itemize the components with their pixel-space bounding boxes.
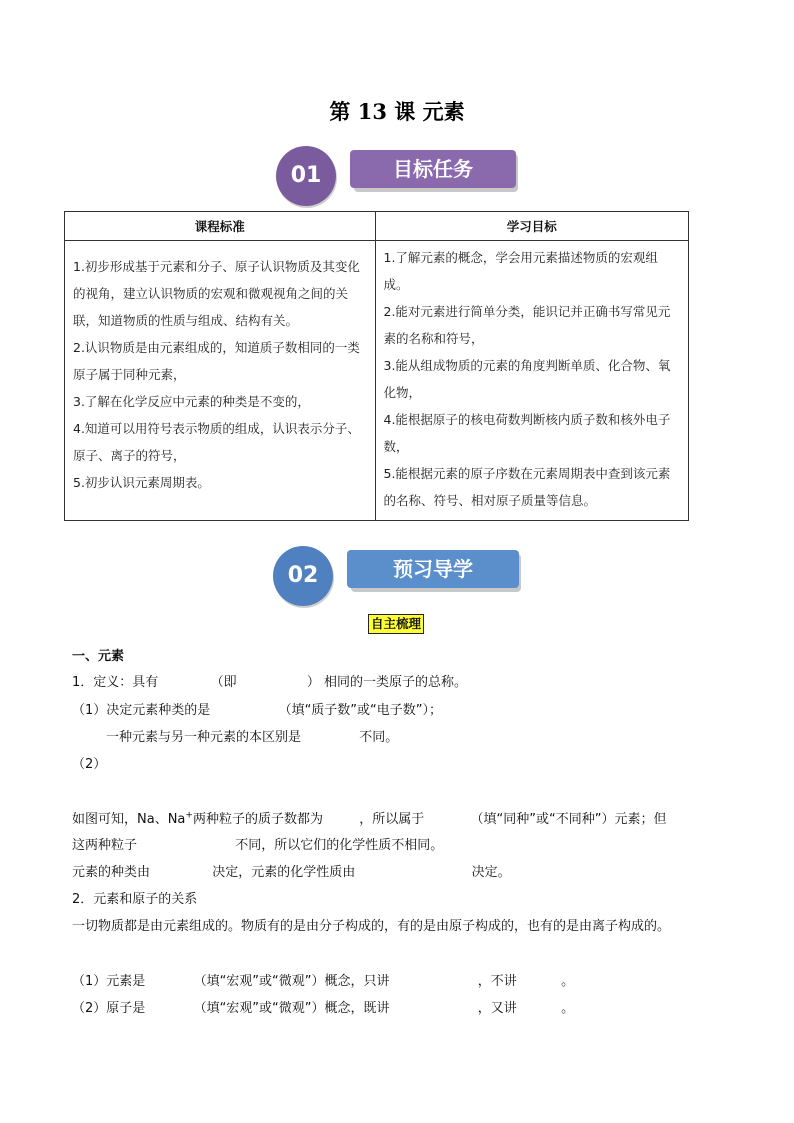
text: （填“宏观”或“微观”）概念，既讲 [193,1001,390,1016]
text: 不同。 [359,730,399,745]
text: 一种元素与另一种元素的本区别是 [106,730,302,745]
column-header-standards: 课程标准 [65,212,376,241]
standards-cell [65,241,376,521]
text: （填“宏观”或“微观”）概念，只讲 [193,974,390,989]
text: ，所以属于 [359,812,425,827]
objective-item: 5.能根据元素的原子序数在元素周期表中查到该元素的名称、符号、相对原子质量等信息。 [383,466,671,508]
composition-line: 一切物质都是由元素组成的。物质有的是由分子构成的，有的是由原子构成的，也有的是由离子构成的。 [72,919,671,934]
section-label: 预习导学 [347,550,519,588]
heading-relation: 2．元素和原子的关系 [72,892,198,907]
heading-element: 一、元素 [72,649,125,664]
objectives-cell [375,241,689,521]
text: 如图可知，Na、Na [72,812,186,827]
goals-table [64,211,689,521]
element-type-line [72,699,442,718]
self-study-tag: 自主梳理 [368,614,424,634]
text: 不同，所以它们的化学性质不相同。 [235,838,444,853]
standard-item: 5.初步认识元素周期表。 [73,475,210,490]
superscript: + [185,810,193,821]
standard-item: 1.初步形成基于元素和分子、原子认识物质及其变化的视角，建立认识物质的宏观和微观视角之间的关联，知道物质的性质与组成、结构有关。 [73,259,360,328]
text: 两种粒子的质子数都为 [192,812,323,827]
definition-line [72,671,467,690]
objective-item: 2.能对元素进行简单分类，能识记并正确书写常见元素的名称和符号， [383,304,671,346]
section-label: 目标任务 [350,150,516,188]
standard-item: 4.知道可以用符号表示物质的组成，认识表示分子、原子、离子的符号， [73,421,360,463]
text: （2）原子是 [72,1001,146,1016]
text: （填“同种”或“不同种”）元素；但 [470,812,667,827]
text: ，不讲 [477,974,517,989]
text: 。 [561,1001,575,1016]
particles-line [72,834,443,853]
section-banner-goals [276,146,521,206]
text: 。 [561,974,575,989]
page-title: 第 13 课 元素 [329,99,465,124]
element-concept-line [72,970,574,989]
column-header-objectives: 学习目标 [375,212,689,241]
standard-item: 2.认识物质是由元素组成的，知道质子数相同的一类原子属于同种元素， [73,340,360,382]
section-banner-preview [273,546,523,606]
sodium-line [72,808,666,827]
objective-item: 4.能根据原子的核电荷数判断核内质子数和核外电子数， [383,412,671,454]
text: （1）元素是 [72,974,146,989]
text: （即 [210,675,237,690]
text: 1．定义：具有 [72,675,159,690]
text: ，又讲 [477,1001,517,1016]
text: 决定，元素的化学性质由 [212,865,356,880]
item-2-line: （2） [72,757,107,772]
section-number: 02 [273,546,333,606]
text: （1）决定元素种类的是 [72,703,211,718]
determine-line [72,861,511,880]
atom-concept-line [72,997,574,1016]
objective-item: 1.了解元素的概念，学会用元素描述物质的宏观组成。 [383,250,658,292]
text: 决定。 [471,865,511,880]
difference-line [106,726,398,745]
text: 元素的种类由 [72,865,151,880]
text: 这两种粒子 [72,838,138,853]
text: ） 相同的一类原子的总称。 [306,675,467,690]
standard-item: 3.了解在化学反应中元素的种类是不变的， [73,394,310,409]
text: （填“质子数”或“电子数”）； [278,703,443,718]
objective-item: 3.能从组成物质的元素的角度判断单质、化合物、氧化物， [383,358,671,400]
section-number: 01 [276,146,336,206]
